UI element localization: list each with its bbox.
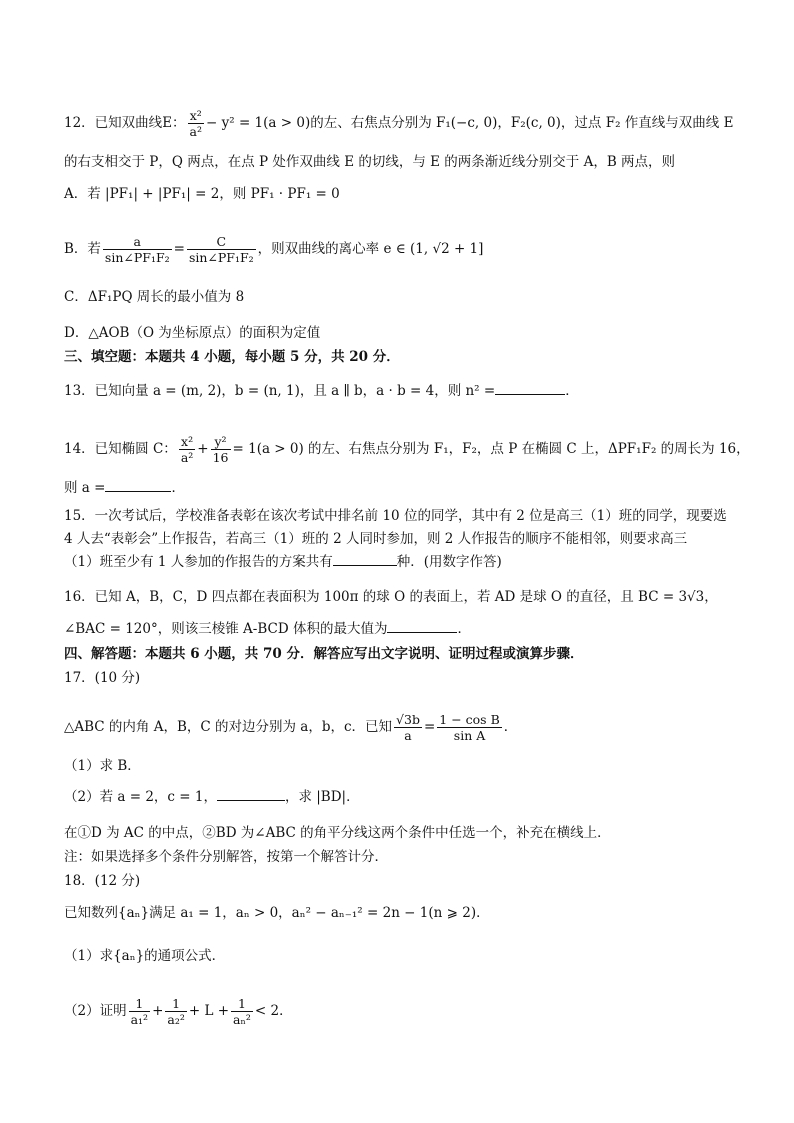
q12-stem-lead: 12．已知双曲线 bbox=[64, 115, 163, 131]
q15-line3-text: （1）班至少有 1 人参加的作报告的方案共有 bbox=[64, 554, 333, 570]
q14-line1 bbox=[64, 434, 754, 465]
q17-part2-end: ，求 |BD|． bbox=[284, 789, 360, 805]
q17-fraction-1 bbox=[394, 712, 422, 743]
q14-answer-blank[interactable] bbox=[105, 478, 171, 492]
q17-equals: = bbox=[423, 719, 436, 735]
q12-option-a: A．若 |PF₁| + |PF₁| = 2，则 PF₁ · PF₁ = 0 bbox=[64, 186, 340, 202]
q16-line2-text: ∠BAC = 120°，则该三棱锥 A-BCD 体积的最大值为 bbox=[64, 621, 388, 637]
q14-lead: 14．已知椭圆 C： bbox=[64, 441, 177, 457]
q13-answer-blank[interactable] bbox=[495, 381, 565, 395]
q12-line1 bbox=[64, 108, 754, 139]
q12-option-d: D．△AOB（O 为坐标原点）的面积为定值 bbox=[64, 325, 321, 341]
q15-line3-end: 种．(用数字作答) bbox=[396, 554, 502, 570]
q16-line1: 16．已知 A，B，C，D 四点都在表面积为 100π 的球 O 的表面上，若 AD 是球 O 的直径，且 BC = 3√3， bbox=[64, 589, 718, 605]
q14-line2 bbox=[64, 478, 754, 498]
q18-part1: （1）求{aₙ}的通项公式． bbox=[64, 948, 226, 964]
q13-line bbox=[64, 381, 754, 401]
q12-option-b-f1-numerator: a bbox=[103, 234, 172, 250]
q12-option-b-fraction-2 bbox=[187, 234, 256, 265]
q16-answer-blank[interactable] bbox=[387, 619, 457, 633]
q14-f1-numerator: x² bbox=[179, 434, 195, 450]
q18-header: 18．(12 分) bbox=[64, 873, 141, 889]
q12-eq-denominator: a² bbox=[189, 124, 203, 139]
q18-plus-1: + bbox=[152, 1003, 164, 1019]
section3-heading: 三、填空题：本题共 4 小题，每小题 5 分，共 20 分． bbox=[64, 349, 400, 365]
q18-part2-end: < 2． bbox=[254, 1003, 293, 1019]
q17-f2-numerator: 1 − cos B bbox=[439, 712, 500, 727]
q17-part2-text: （2）若 a = 2，c = 1， bbox=[64, 789, 217, 805]
q17-stem-end: ． bbox=[503, 719, 518, 735]
q18-f1-numerator: 1 bbox=[129, 996, 150, 1012]
q15-answer-blank[interactable] bbox=[333, 552, 397, 566]
q13-end: ． bbox=[565, 383, 579, 399]
q14-f1-denominator: a² bbox=[180, 450, 194, 465]
q15-line2: 4 人去“表彰会”上作报告，若高三（1）班的 2 人同时参加，则 2 人作报告的顺序不能相邻，则要求高三 bbox=[64, 531, 688, 547]
q18-stem: 已知数列{aₙ}满足 a₁ = 1，aₙ > 0，aₙ² − aₙ₋₁² = 2n − 1(n ⩾ 2)． bbox=[64, 905, 490, 921]
q16-end: ． bbox=[457, 621, 471, 637]
q12-option-b-equals: = bbox=[173, 241, 185, 257]
q18-f3-denominator: aₙ² bbox=[233, 1012, 251, 1027]
q14-f2-numerator: y² bbox=[211, 434, 231, 450]
q17-stem-text: △ABC 的内角 A，B，C 的对边分别为 a，b，c．已知 bbox=[64, 719, 393, 735]
q16-line2 bbox=[64, 619, 754, 639]
q13-text: 13．已知向量 a = (m, 2)，b = (n, 1)，且 a ∥ b，a · b = 4，则 n² = bbox=[64, 383, 496, 399]
q18-f2-numerator: 1 bbox=[165, 996, 186, 1012]
q14-plus: + bbox=[197, 441, 209, 457]
q14-fraction-2 bbox=[211, 434, 231, 465]
q18-plus-2: + L + bbox=[188, 1003, 230, 1019]
q12-option-b-tail: ，则双曲线的离心率 e ∈ (1, √2 + 1] bbox=[257, 241, 484, 257]
q12-option-b-fraction-1 bbox=[103, 234, 172, 265]
q17-f1-denominator: a bbox=[404, 728, 412, 743]
q17-condition-text: 在①D 为 AC 的中点，②BD 为∠ABC 的角平分线这两个条件中任选一个，补充在横线上． bbox=[64, 825, 611, 841]
q12-curve-name: E： bbox=[162, 115, 186, 131]
q18-fraction-2 bbox=[165, 996, 186, 1027]
q12-option-b bbox=[64, 234, 754, 265]
q15-line3 bbox=[64, 552, 754, 572]
q12-option-b-f2-denominator: sin∠PF₁F₂ bbox=[188, 250, 254, 265]
q17-fraction-2 bbox=[437, 712, 501, 743]
q12-line2: 的右支相交于 P，Q 两点，在点 P 处作双曲线 E 的切线，与 E 的两条渐近线分别交于 A，B 两点，则 bbox=[64, 154, 676, 170]
q17-note: 注：如果选择多个条件分别解答，按第一个解答计分． bbox=[64, 849, 388, 865]
q17-header: 17．(10 分) bbox=[64, 670, 141, 686]
section4-heading: 四、解答题：本题共 6 小题，共 70 分．解答应写出文字说明、证明过程或演算步骤． bbox=[64, 646, 584, 662]
q12-option-c: C．ΔF₁PQ 周长的最小值为 8 bbox=[64, 289, 245, 305]
q17-f1-numerator: √3b bbox=[396, 712, 420, 727]
q18-f1-denominator: a₁² bbox=[130, 1012, 149, 1027]
q12-option-b-lead: B．若 bbox=[64, 241, 101, 257]
q12-eq-rest: − y² = 1(a > 0) bbox=[206, 115, 311, 131]
q18-part2-lead: （2）证明 bbox=[64, 1003, 127, 1019]
q17-stem bbox=[64, 712, 754, 743]
q12-eq-fraction bbox=[188, 108, 204, 139]
q12-option-b-f1-denominator: sin∠PF₁F₂ bbox=[104, 250, 170, 265]
q14-line2-text: 则 a = bbox=[64, 480, 106, 496]
q15-line1: 15．一次考试后，学校准备表彰在该次考试中排名前 10 位的同学，其中有 2 位是高三（1）班的同学，现要选 bbox=[64, 508, 727, 524]
q14-end: ． bbox=[171, 480, 185, 496]
q14-rest: = 1(a > 0) 的左、右焦点分别为 F₁，F₂，点 P 在椭圆 C 上，ΔPF₁F₂ 的周长为 16， bbox=[232, 441, 750, 457]
q14-fraction-1 bbox=[179, 434, 195, 465]
q12-stem-mid: 的左、右焦点分别为 F₁(−c, 0)，F₂(c, 0)，过点 F₂ 作直线与双曲线 E bbox=[310, 115, 734, 131]
q17-part1: （1）求 B． bbox=[64, 758, 141, 774]
q12-option-b-f2-numerator: C bbox=[187, 234, 256, 250]
q18-f3-numerator: 1 bbox=[231, 996, 253, 1012]
q12-eq-numerator: x² bbox=[188, 108, 204, 124]
q17-part2 bbox=[64, 787, 754, 807]
q17-f2-denominator: sin A bbox=[453, 728, 486, 743]
q17-condition-blank[interactable] bbox=[217, 787, 285, 801]
q18-part2 bbox=[64, 996, 754, 1027]
q18-fraction-1 bbox=[129, 996, 150, 1027]
q18-f2-denominator: a₂² bbox=[167, 1012, 185, 1027]
q14-f2-denominator: 16 bbox=[212, 450, 229, 465]
q18-fraction-3 bbox=[231, 996, 253, 1027]
